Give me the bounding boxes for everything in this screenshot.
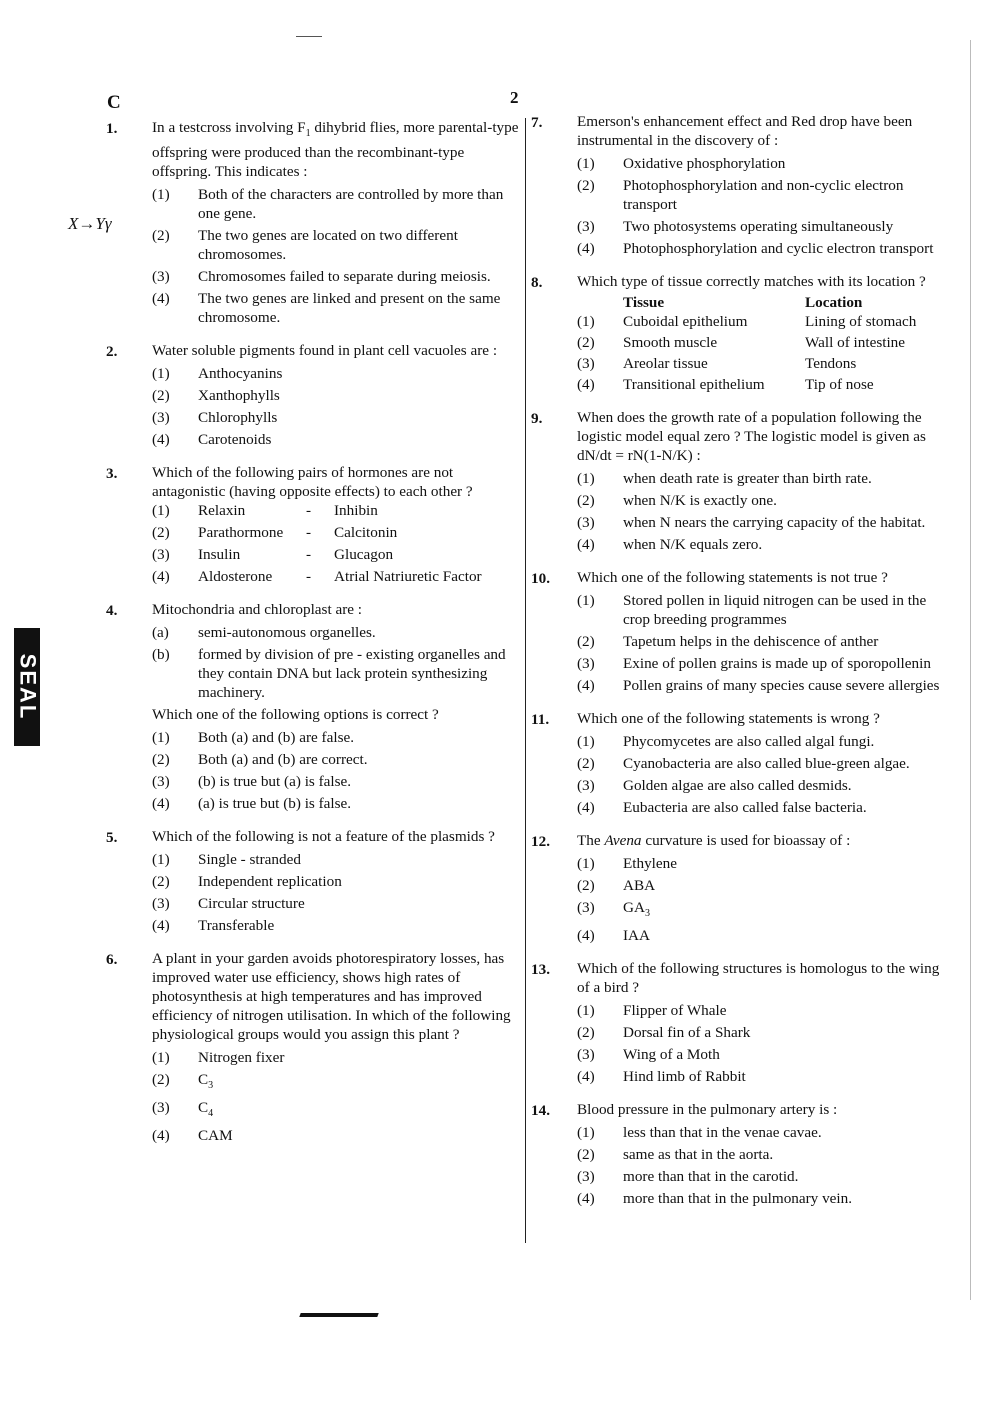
option-text: Carotenoids xyxy=(198,431,272,449)
table-head-tissue: Tissue xyxy=(623,294,665,311)
option-row xyxy=(577,1067,945,1086)
option-row xyxy=(152,1070,520,1095)
table-head-location: Location xyxy=(805,294,863,311)
option-text: Tapetum helps in the dehiscence of anther xyxy=(623,633,879,650)
option-number: (2) xyxy=(577,334,595,351)
pair-dash: - xyxy=(306,502,312,520)
option-number: (2) xyxy=(152,227,170,245)
option-number: (1) xyxy=(152,186,170,204)
option-text: Pollen grains of many species cause severe allergies xyxy=(623,677,940,694)
options xyxy=(152,623,520,702)
handwritten-note: X→Yγ xyxy=(68,214,112,233)
option-row xyxy=(152,916,520,935)
tissue-cell: Areolar tissue xyxy=(623,355,708,372)
option-number: (4) xyxy=(577,677,595,694)
option-text: Both (a) and (b) are false. xyxy=(198,729,355,747)
question-number: 9. xyxy=(531,410,543,427)
option-number: (3) xyxy=(577,655,595,672)
option-text: IAA xyxy=(623,927,650,945)
location-cell: Lining of stomach xyxy=(805,313,917,330)
location-cell: Tendons xyxy=(805,355,857,372)
table-spacer xyxy=(577,293,623,312)
option-text: when N nears the carrying capacity of the habitat. xyxy=(623,514,926,531)
option-number: (2) xyxy=(577,177,595,194)
option-text: Nitrogen fixer xyxy=(198,1049,285,1067)
question-text: Emerson's enhancement effect and Red drop have been instrumental in the discovery of : xyxy=(577,113,913,149)
question xyxy=(100,949,520,1145)
option-text: Circular structure xyxy=(198,895,305,913)
option-row xyxy=(152,872,520,891)
option-row xyxy=(577,798,945,817)
margin-line xyxy=(970,40,971,1300)
options xyxy=(152,1048,520,1145)
option-number: (3) xyxy=(152,1099,170,1117)
option-row xyxy=(152,1098,520,1123)
option-number: (1) xyxy=(577,733,595,750)
option-text: Transferable xyxy=(198,917,275,935)
question-text: Which one of the following statements is wrong ? xyxy=(577,710,880,727)
option-row xyxy=(152,728,520,747)
question-text: When does the growth rate of a population following the logistic model equal zero ? The logistic model is given as dN/dt = rN(1-N/K) : xyxy=(577,409,926,464)
question xyxy=(525,112,945,258)
left-column xyxy=(100,118,520,1159)
option-text: when death rate is greater than birth rate. xyxy=(623,470,872,487)
question-number: 3. xyxy=(106,465,118,483)
option-row xyxy=(152,750,520,769)
option-text: less than that in the venae cavae. xyxy=(623,1124,822,1142)
option-number: (4) xyxy=(152,568,170,586)
option-row xyxy=(152,185,520,223)
option-text: $C_4$ xyxy=(198,1099,214,1120)
option-text: when N/K equals zero. xyxy=(623,536,763,553)
tissue-cell: Transitional epithelium xyxy=(623,376,765,393)
option-number: (4) xyxy=(577,376,595,393)
option-row xyxy=(577,632,945,651)
option-row xyxy=(577,754,945,773)
option-row xyxy=(152,364,520,383)
question-number: 7. xyxy=(531,114,543,131)
option-row xyxy=(577,535,945,554)
question-text: Mitochondria and chloroplast are : xyxy=(152,601,363,619)
option-row xyxy=(577,1045,945,1064)
option-row xyxy=(577,591,945,629)
option-row xyxy=(152,645,520,702)
option-text: (a) is true but (b) is false. xyxy=(198,795,352,813)
option-number: (1) xyxy=(577,470,595,487)
option-number: (2) xyxy=(577,755,595,772)
option-row xyxy=(577,1189,945,1208)
options xyxy=(577,591,945,695)
option-text: Independent replication xyxy=(198,873,342,891)
hormone-pair xyxy=(152,523,520,542)
option-text: Chromosomes failed to separate during meiosis. xyxy=(198,268,491,286)
option-number: (4) xyxy=(152,795,170,813)
option-row xyxy=(152,772,520,791)
question-number: 10. xyxy=(531,570,550,587)
option-text: Photophosphorylation and cyclic electron transport xyxy=(623,240,934,257)
question-number: 5. xyxy=(106,829,118,847)
option-number: (4) xyxy=(152,290,170,308)
option-row xyxy=(577,1167,945,1186)
option-number: (3) xyxy=(152,895,170,913)
hormone-b: Atrial Natriuretic Factor xyxy=(334,568,482,586)
option-row xyxy=(577,239,945,258)
seal-label xyxy=(14,628,40,746)
option-number: (1) xyxy=(577,155,595,172)
options xyxy=(152,850,520,935)
option-number: (2) xyxy=(577,877,595,894)
option-number: (2) xyxy=(577,492,595,509)
option-text: Xanthophylls xyxy=(198,387,280,405)
question-text: The Avena curvature is used for bioassay of : xyxy=(577,832,851,849)
hormone-b: Glucagon xyxy=(334,546,394,564)
option-text: (b) is true but (a) is false. xyxy=(198,773,352,791)
hormone-b: Inhibin xyxy=(334,502,378,520)
option-text: Phycomycetes are also called algal fungi. xyxy=(623,733,875,750)
tissue-cell: Smooth muscle xyxy=(623,334,718,351)
hormone-pair xyxy=(152,567,520,586)
option-row xyxy=(577,1001,945,1020)
option-number: (1) xyxy=(152,502,170,520)
option-number: (4) xyxy=(577,1190,595,1208)
option-text: more than that in the pulmonary vein. xyxy=(623,1190,853,1208)
option-text: Stored pollen in liquid nitrogen can be used in the crop breeding programmes xyxy=(623,592,927,628)
hormone-pair xyxy=(152,545,520,564)
tissue-cell: Cuboidal epithelium xyxy=(623,313,748,330)
option-text: Single - stranded xyxy=(198,851,301,869)
right-column xyxy=(525,112,945,1222)
option-text: more than that in the carotid. xyxy=(623,1168,799,1186)
option-number: (1) xyxy=(577,1002,595,1020)
option-row xyxy=(152,794,520,813)
option-row xyxy=(577,676,945,695)
option-row xyxy=(152,623,520,642)
option-text: The two genes are located on two different chromosomes. xyxy=(198,227,458,264)
option-number: (2) xyxy=(577,1024,595,1042)
option-text: CAM xyxy=(198,1127,233,1145)
option-text: ABA xyxy=(623,877,656,894)
question-text: A plant in your garden avoids photorespiratory losses, has improved water use efficiency, shows high rates of photosynthesis at high temperatures and has improved efficiency of nitrogen utilisation. In which of the following physiological groups would you assign this plant ? xyxy=(152,950,511,1044)
table-row xyxy=(577,333,945,352)
question-text: Which of the following is not a feature of the plasmids ? xyxy=(152,828,495,846)
hormone-a: Insulin xyxy=(198,546,241,564)
option-number: (3) xyxy=(577,218,595,235)
option-row xyxy=(152,894,520,913)
option-number: (1) xyxy=(152,851,170,869)
option-number: (1) xyxy=(152,729,170,747)
option-number: (4) xyxy=(577,240,595,257)
option-number: (1) xyxy=(577,1124,595,1142)
option-text: Hind limb of Rabbit xyxy=(623,1068,746,1086)
question-subprompt: Which one of the following options is correct ? xyxy=(152,706,439,724)
hormone-a: Aldosterone xyxy=(198,568,273,586)
question-text: Water soluble pigments found in plant cell vacuoles are : xyxy=(152,342,498,360)
options xyxy=(577,1123,945,1208)
option-text: formed by division of pre - existing organelles and they contain DNA but lack protein synthesizing machinery. xyxy=(198,646,506,702)
question-number: 12. xyxy=(531,833,550,850)
option-number: (3) xyxy=(577,514,595,531)
question-number: 1. xyxy=(106,120,118,137)
option-row xyxy=(152,850,520,869)
option-row xyxy=(577,217,945,236)
option-text: same as that in the aorta. xyxy=(623,1146,774,1164)
paper-code: C xyxy=(107,92,121,113)
options xyxy=(152,185,520,327)
option-text: The two genes are linked and present on the same chromosome. xyxy=(198,290,501,327)
options xyxy=(577,1001,945,1086)
question-text: In a testcross involving $F_1$ dihybrid flies, more parental-type offspring were produced than the recombinant-type offspring. This indicates : xyxy=(152,119,519,181)
option-row xyxy=(577,154,945,173)
question-text: Which of the following pairs of hormones are not antagonistic (having opposite effects) to each other ? xyxy=(152,464,473,501)
option-number: (2) xyxy=(577,633,595,650)
option-number: (4) xyxy=(577,536,595,553)
hormone-a: Parathormone xyxy=(198,524,284,542)
option-number: (2) xyxy=(152,524,170,542)
end-mark xyxy=(299,1313,378,1317)
question xyxy=(525,408,945,554)
pair-dash: - xyxy=(306,568,312,586)
option-row xyxy=(152,1048,520,1067)
option-number: (3) xyxy=(577,1046,595,1064)
options xyxy=(577,469,945,554)
question-number: 13. xyxy=(531,961,550,979)
option-number: (1) xyxy=(152,1049,170,1067)
option-row xyxy=(577,176,945,214)
option-text: Flipper of Whale xyxy=(623,1002,727,1020)
option-number: (a) xyxy=(152,624,169,642)
option-text: Anthocyanins xyxy=(198,365,283,383)
option-row xyxy=(577,898,945,923)
table-row xyxy=(577,375,945,394)
pair-dash: - xyxy=(306,524,312,542)
option-row xyxy=(152,289,520,327)
question xyxy=(100,600,520,813)
question-text: Blood pressure in the pulmonary artery is : xyxy=(577,1101,838,1119)
option-row xyxy=(577,854,945,873)
question xyxy=(525,709,945,817)
option-number: (3) xyxy=(152,546,170,564)
option-text: Photophosphorylation and non-cyclic electron transport xyxy=(623,177,904,213)
option-row xyxy=(152,1126,520,1145)
question-number: 2. xyxy=(106,343,118,361)
question-number: 6. xyxy=(106,951,118,969)
option-text: Golden algae are also called desmids. xyxy=(623,777,852,794)
option-number: (4) xyxy=(577,1068,595,1086)
option-row xyxy=(577,513,945,532)
option-text: $C_3$ xyxy=(198,1071,214,1092)
option-number: (1) xyxy=(577,592,595,609)
hormone-b: Calcitonin xyxy=(334,524,398,542)
option-text: Ethylene xyxy=(623,855,677,872)
option-number: (4) xyxy=(577,799,595,816)
location-cell: Tip of nose xyxy=(805,376,874,393)
option-text: Wing of a Moth xyxy=(623,1046,720,1064)
option-text: Eubacteria are also called false bacteria. xyxy=(623,799,867,816)
question-text: Which type of tissue correctly matches with its location ? xyxy=(577,273,926,290)
option-row xyxy=(577,469,945,488)
option-row xyxy=(152,226,520,264)
option-row xyxy=(577,1023,945,1042)
options xyxy=(577,732,945,817)
table-row xyxy=(577,312,945,331)
options xyxy=(577,154,945,258)
table-row xyxy=(577,354,945,373)
option-row xyxy=(577,876,945,895)
option-number: (4) xyxy=(577,927,595,945)
option-row xyxy=(152,408,520,427)
option-row xyxy=(152,267,520,286)
question-number: 11. xyxy=(531,711,550,728)
options xyxy=(152,728,520,813)
option-number: (3) xyxy=(577,1168,595,1186)
table-header xyxy=(577,293,945,312)
option-number: (3) xyxy=(152,409,170,427)
option-number: (b) xyxy=(152,646,170,664)
option-row xyxy=(577,1123,945,1142)
hormone-a: Relaxin xyxy=(198,502,246,520)
option-text: Oxidative phosphorylation xyxy=(623,155,786,172)
question-text: Which of the following structures is homologus to the wing of a bird ? xyxy=(577,960,940,997)
option-number: (1) xyxy=(152,365,170,383)
option-number: (4) xyxy=(152,1127,170,1145)
question xyxy=(100,341,520,449)
option-number: (3) xyxy=(577,899,595,916)
option-text: Chlorophylls xyxy=(198,409,278,427)
pair-dash: - xyxy=(306,546,312,564)
option-text: Both of the characters are controlled by more than one gene. xyxy=(198,186,504,223)
question xyxy=(100,118,520,327)
options xyxy=(577,854,945,945)
option-number: (4) xyxy=(152,917,170,935)
question-text: Which one of the following statements is not true ? xyxy=(577,569,888,586)
question-number: 14. xyxy=(531,1102,550,1120)
option-number: (2) xyxy=(152,751,170,769)
option-text: Both (a) and (b) are correct. xyxy=(198,751,368,769)
question xyxy=(525,568,945,695)
option-number: (3) xyxy=(152,268,170,286)
option-text: $GA_3$ xyxy=(623,899,650,920)
option-text: when N/K is exactly one. xyxy=(623,492,777,509)
option-row xyxy=(577,491,945,510)
question-number: 4. xyxy=(106,602,118,620)
question xyxy=(525,1100,945,1208)
option-row xyxy=(577,926,945,945)
option-number: (3) xyxy=(577,355,595,372)
option-row xyxy=(152,430,520,449)
option-number: (3) xyxy=(152,773,170,791)
question xyxy=(100,827,520,935)
question-number: 8. xyxy=(531,274,543,291)
option-number: (2) xyxy=(152,873,170,891)
option-number: (1) xyxy=(577,855,595,872)
option-text: semi-autonomous organelles. xyxy=(198,624,376,642)
option-text: Exine of pollen grains is made up of sporopollenin xyxy=(623,655,931,672)
options xyxy=(152,364,520,449)
location-cell: Wall of intestine xyxy=(805,334,906,351)
option-text: Cyanobacteria are also called blue-green algae. xyxy=(623,755,910,772)
option-row xyxy=(577,654,945,673)
option-text: Dorsal fin of a Shark xyxy=(623,1024,751,1042)
hormone-pair xyxy=(152,501,520,520)
option-row xyxy=(152,386,520,405)
option-number: (2) xyxy=(577,1146,595,1164)
option-row xyxy=(577,776,945,795)
option-row xyxy=(577,1145,945,1164)
question xyxy=(525,959,945,1086)
option-number: (4) xyxy=(152,431,170,449)
option-text: Two photosystems operating simultaneously xyxy=(623,218,894,235)
option-number: (1) xyxy=(577,313,595,330)
question xyxy=(100,463,520,586)
question xyxy=(525,831,945,945)
option-number: (2) xyxy=(152,1071,170,1089)
option-number: (2) xyxy=(152,387,170,405)
scan-mark xyxy=(296,36,322,37)
page-number: 2 xyxy=(510,88,519,107)
option-number: (3) xyxy=(577,777,595,794)
seal-text: SEAL xyxy=(15,653,40,721)
question xyxy=(525,272,945,394)
option-row xyxy=(577,732,945,751)
